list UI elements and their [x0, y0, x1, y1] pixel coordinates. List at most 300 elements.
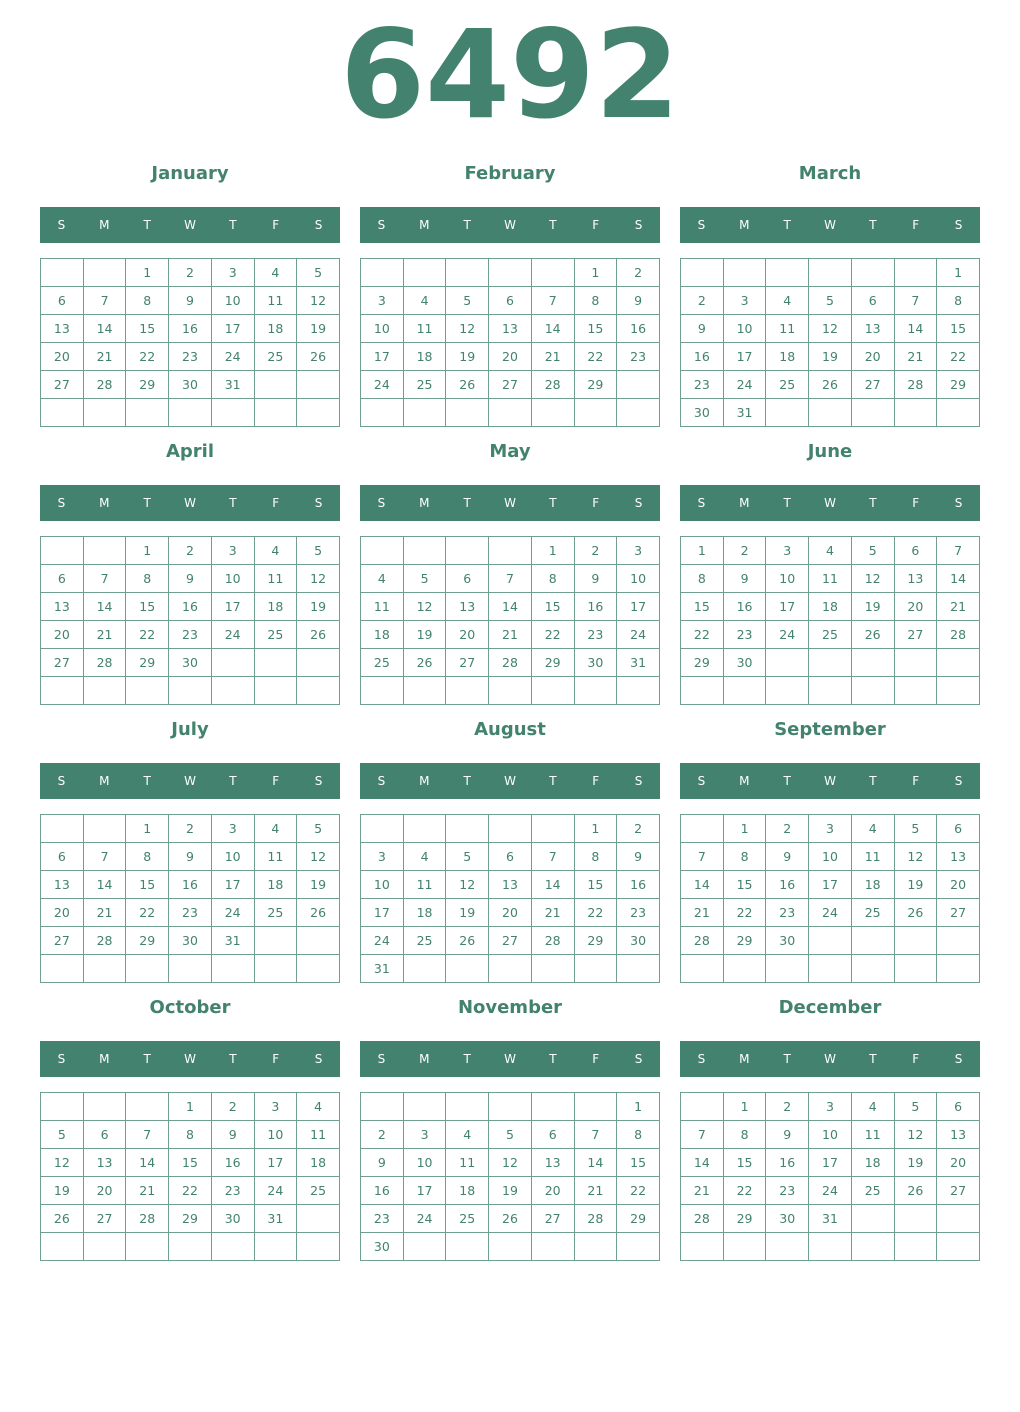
day-cell: 29 [126, 649, 169, 677]
day-grid [360, 814, 660, 983]
day-cell: 18 [403, 343, 446, 371]
week-row [41, 843, 340, 871]
week-row [361, 955, 660, 983]
day-cell: 5 [851, 537, 894, 565]
day-cell: 30 [766, 1205, 809, 1233]
weekday-label: S [954, 496, 963, 510]
empty-day-cell [937, 677, 980, 705]
day-cell: 16 [574, 593, 617, 621]
day-cell: 15 [723, 871, 766, 899]
weekday-label: W [824, 774, 836, 788]
empty-day-cell [446, 537, 489, 565]
day-cell: 7 [531, 287, 574, 315]
weekday-label: M [739, 218, 750, 232]
day-cell: 29 [531, 649, 574, 677]
week-row [361, 1093, 660, 1121]
empty-day-cell [446, 399, 489, 427]
empty-day-cell [83, 677, 126, 705]
day-cell: 12 [489, 1149, 532, 1177]
empty-day-cell [361, 677, 404, 705]
week-row [681, 815, 980, 843]
day-cell: 24 [809, 1177, 852, 1205]
empty-day-cell [126, 1093, 169, 1121]
week-row [681, 593, 980, 621]
weekday-label: F [592, 496, 600, 510]
day-cell: 22 [169, 1177, 212, 1205]
day-cell: 30 [766, 927, 809, 955]
year-title: 6492 [340, 4, 680, 146]
week-row [361, 565, 660, 593]
day-cell: 12 [297, 565, 340, 593]
week-row [681, 1205, 980, 1233]
day-cell: 11 [254, 565, 297, 593]
weekday-label: F [912, 218, 920, 232]
empty-day-cell [937, 399, 980, 427]
day-cell: 8 [126, 843, 169, 871]
weekday-header [680, 763, 980, 799]
day-cell: 5 [809, 287, 852, 315]
week-row [41, 871, 340, 899]
day-cell: 21 [681, 1177, 724, 1205]
day-cell: 25 [254, 899, 297, 927]
day-cell: 17 [211, 593, 254, 621]
day-grid [680, 536, 980, 705]
day-cell: 10 [361, 315, 404, 343]
weekday-label: T [143, 774, 151, 788]
day-cell: 4 [254, 259, 297, 287]
day-cell: 1 [126, 815, 169, 843]
week-row [361, 259, 660, 287]
day-cell: 27 [83, 1205, 126, 1233]
empty-day-cell [937, 649, 980, 677]
day-cell: 25 [361, 649, 404, 677]
empty-day-cell [851, 927, 894, 955]
day-cell: 11 [254, 843, 297, 871]
weekday-header [680, 485, 980, 521]
day-cell: 29 [723, 1205, 766, 1233]
day-cell: 3 [361, 287, 404, 315]
weekday-label: S [634, 774, 643, 788]
empty-day-cell [809, 259, 852, 287]
day-cell: 27 [937, 899, 980, 927]
day-cell: 16 [211, 1149, 254, 1177]
day-cell: 4 [297, 1093, 340, 1121]
weekday-label: M [739, 496, 750, 510]
day-cell: 21 [574, 1177, 617, 1205]
day-cell: 6 [489, 843, 532, 871]
day-cell: 15 [126, 315, 169, 343]
day-cell: 25 [403, 371, 446, 399]
day-cell: 13 [937, 843, 980, 871]
day-cell: 24 [211, 899, 254, 927]
month-name: May [489, 441, 531, 462]
day-cell: 30 [617, 927, 660, 955]
day-cell: 12 [446, 871, 489, 899]
empty-day-cell [681, 677, 724, 705]
day-cell: 26 [297, 343, 340, 371]
day-cell: 6 [83, 1121, 126, 1149]
day-cell: 9 [766, 1121, 809, 1149]
day-cell: 28 [83, 371, 126, 399]
day-cell: 16 [361, 1177, 404, 1205]
day-cell: 23 [169, 621, 212, 649]
day-cell: 13 [894, 565, 937, 593]
day-cell: 11 [766, 315, 809, 343]
empty-day-cell [83, 1233, 126, 1261]
day-cell: 20 [937, 871, 980, 899]
week-row [681, 649, 980, 677]
weekday-label: T [549, 1052, 557, 1066]
week-row [361, 371, 660, 399]
empty-day-cell [851, 649, 894, 677]
day-cell: 11 [254, 287, 297, 315]
weekday-label: T [229, 774, 237, 788]
day-cell: 6 [937, 815, 980, 843]
empty-day-cell [723, 955, 766, 983]
empty-day-cell [766, 955, 809, 983]
month-name: June [807, 441, 853, 462]
day-cell: 12 [894, 1121, 937, 1149]
day-cell: 23 [766, 899, 809, 927]
day-cell: 24 [809, 899, 852, 927]
day-cell: 6 [851, 287, 894, 315]
day-cell: 14 [894, 315, 937, 343]
day-cell: 11 [297, 1121, 340, 1149]
day-cell: 9 [169, 565, 212, 593]
day-cell: 2 [169, 259, 212, 287]
weekday-label: W [824, 218, 836, 232]
week-row [681, 537, 980, 565]
weekday-header [360, 763, 660, 799]
day-cell: 14 [83, 871, 126, 899]
weekday-label: F [272, 496, 280, 510]
day-cell: 9 [169, 843, 212, 871]
empty-day-cell [851, 1205, 894, 1233]
day-cell: 21 [126, 1177, 169, 1205]
day-cell: 1 [723, 1093, 766, 1121]
empty-day-cell [766, 649, 809, 677]
day-cell: 30 [211, 1205, 254, 1233]
day-cell: 17 [403, 1177, 446, 1205]
weekday-label: S [314, 774, 323, 788]
empty-day-cell [41, 1233, 84, 1261]
week-row [361, 1177, 660, 1205]
empty-day-cell [489, 537, 532, 565]
day-cell: 21 [83, 899, 126, 927]
day-grid [680, 814, 980, 983]
day-cell: 23 [211, 1177, 254, 1205]
week-row [41, 343, 340, 371]
day-cell: 11 [809, 565, 852, 593]
day-cell: 10 [723, 315, 766, 343]
day-cell: 3 [809, 1093, 852, 1121]
weekday-label: T [229, 218, 237, 232]
day-cell: 25 [809, 621, 852, 649]
day-cell: 19 [894, 871, 937, 899]
day-cell: 31 [723, 399, 766, 427]
day-cell: 4 [851, 815, 894, 843]
day-cell: 2 [617, 815, 660, 843]
day-cell: 19 [297, 593, 340, 621]
weekday-label: S [57, 496, 66, 510]
weekday-label: M [419, 496, 430, 510]
day-cell: 31 [211, 371, 254, 399]
day-cell: 25 [254, 343, 297, 371]
day-cell: 27 [937, 1177, 980, 1205]
day-cell: 8 [169, 1121, 212, 1149]
empty-day-cell [254, 399, 297, 427]
week-row [361, 343, 660, 371]
week-row [681, 843, 980, 871]
empty-day-cell [254, 371, 297, 399]
empty-day-cell [297, 927, 340, 955]
day-cell: 11 [403, 871, 446, 899]
day-cell: 4 [403, 287, 446, 315]
day-cell: 28 [83, 649, 126, 677]
day-cell: 23 [681, 371, 724, 399]
day-cell: 30 [681, 399, 724, 427]
weekday-label: W [504, 496, 516, 510]
empty-day-cell [723, 1233, 766, 1261]
day-cell: 10 [766, 565, 809, 593]
empty-day-cell [937, 1205, 980, 1233]
day-cell: 31 [361, 955, 404, 983]
day-cell: 29 [937, 371, 980, 399]
day-cell: 4 [809, 537, 852, 565]
day-cell: 20 [446, 621, 489, 649]
day-cell: 10 [254, 1121, 297, 1149]
day-cell: 28 [531, 371, 574, 399]
day-cell: 10 [361, 871, 404, 899]
day-cell: 18 [403, 899, 446, 927]
day-cell: 4 [446, 1121, 489, 1149]
day-cell: 11 [361, 593, 404, 621]
day-cell: 17 [617, 593, 660, 621]
week-row [361, 287, 660, 315]
weekday-label: S [57, 774, 66, 788]
empty-day-cell [83, 955, 126, 983]
day-cell: 17 [211, 315, 254, 343]
empty-day-cell [403, 955, 446, 983]
day-cell: 5 [297, 537, 340, 565]
empty-day-cell [169, 955, 212, 983]
day-cell: 10 [809, 1121, 852, 1149]
day-cell: 26 [894, 1177, 937, 1205]
empty-day-cell [41, 1093, 84, 1121]
weekday-label: W [504, 1052, 516, 1066]
weekday-label: T [549, 496, 557, 510]
week-row [361, 899, 660, 927]
empty-day-cell [851, 259, 894, 287]
empty-day-cell [169, 1233, 212, 1261]
day-cell: 1 [574, 815, 617, 843]
day-grid [680, 1092, 980, 1261]
day-cell: 17 [809, 1149, 852, 1177]
day-cell: 29 [723, 927, 766, 955]
empty-day-cell [531, 815, 574, 843]
weekday-label: M [419, 218, 430, 232]
empty-day-cell [617, 1233, 660, 1261]
day-cell: 2 [169, 537, 212, 565]
empty-day-cell [446, 955, 489, 983]
day-cell: 1 [169, 1093, 212, 1121]
empty-day-cell [211, 649, 254, 677]
day-cell: 20 [41, 621, 84, 649]
day-cell: 27 [894, 621, 937, 649]
empty-day-cell [489, 259, 532, 287]
weekday-label: T [229, 496, 237, 510]
day-cell: 12 [403, 593, 446, 621]
day-cell: 16 [723, 593, 766, 621]
day-cell: 17 [254, 1149, 297, 1177]
day-cell: 18 [446, 1177, 489, 1205]
empty-day-cell [851, 955, 894, 983]
day-cell: 13 [531, 1149, 574, 1177]
day-cell: 26 [894, 899, 937, 927]
weekday-label: S [57, 1052, 66, 1066]
day-cell: 13 [41, 315, 84, 343]
day-cell: 16 [169, 871, 212, 899]
empty-day-cell [297, 399, 340, 427]
day-cell: 25 [851, 1177, 894, 1205]
empty-day-cell [617, 677, 660, 705]
weekday-label: T [463, 496, 471, 510]
empty-day-cell [297, 677, 340, 705]
empty-day-cell [766, 677, 809, 705]
day-cell: 17 [766, 593, 809, 621]
day-cell: 12 [297, 843, 340, 871]
empty-day-cell [403, 1233, 446, 1261]
day-cell: 5 [894, 815, 937, 843]
empty-day-cell [681, 1233, 724, 1261]
day-cell: 7 [894, 287, 937, 315]
day-cell: 5 [489, 1121, 532, 1149]
empty-day-cell [809, 927, 852, 955]
day-cell: 28 [574, 1205, 617, 1233]
day-cell: 16 [766, 871, 809, 899]
week-row [361, 649, 660, 677]
empty-day-cell [297, 1233, 340, 1261]
weekday-label: S [954, 218, 963, 232]
day-cell: 27 [851, 371, 894, 399]
empty-day-cell [937, 955, 980, 983]
empty-day-cell [894, 1233, 937, 1261]
day-cell: 20 [41, 899, 84, 927]
weekday-label: S [697, 218, 706, 232]
day-cell: 10 [403, 1149, 446, 1177]
day-cell: 8 [126, 287, 169, 315]
weekday-label: S [314, 496, 323, 510]
empty-day-cell [211, 399, 254, 427]
empty-day-cell [126, 1233, 169, 1261]
day-cell: 28 [894, 371, 937, 399]
weekday-label: W [184, 496, 196, 510]
empty-day-cell [361, 537, 404, 565]
empty-day-cell [894, 399, 937, 427]
week-row [361, 593, 660, 621]
day-cell: 15 [169, 1149, 212, 1177]
week-row [681, 1093, 980, 1121]
day-cell: 28 [126, 1205, 169, 1233]
week-row [41, 1233, 340, 1261]
weekday-label: T [869, 218, 877, 232]
day-cell: 7 [83, 287, 126, 315]
day-cell: 8 [681, 565, 724, 593]
weekday-label: T [783, 496, 791, 510]
day-cell: 26 [489, 1205, 532, 1233]
month-name: February [464, 163, 556, 184]
empty-day-cell [851, 677, 894, 705]
day-cell: 13 [489, 871, 532, 899]
empty-day-cell [809, 1233, 852, 1261]
day-cell: 14 [531, 315, 574, 343]
day-cell: 15 [937, 315, 980, 343]
weekday-header [360, 1041, 660, 1077]
weekday-label: F [912, 496, 920, 510]
week-row [41, 1177, 340, 1205]
day-cell: 23 [766, 1177, 809, 1205]
day-cell: 19 [851, 593, 894, 621]
day-cell: 23 [574, 621, 617, 649]
day-cell: 5 [403, 565, 446, 593]
empty-day-cell [41, 259, 84, 287]
empty-day-cell [617, 955, 660, 983]
day-cell: 18 [851, 1149, 894, 1177]
day-cell: 1 [574, 259, 617, 287]
day-cell: 12 [851, 565, 894, 593]
day-cell: 10 [617, 565, 660, 593]
empty-day-cell [169, 399, 212, 427]
month-name: October [149, 997, 231, 1018]
weekday-label: W [504, 774, 516, 788]
day-cell: 31 [254, 1205, 297, 1233]
day-cell: 5 [297, 815, 340, 843]
day-cell: 14 [574, 1149, 617, 1177]
day-cell: 7 [574, 1121, 617, 1149]
day-grid [40, 536, 340, 705]
empty-day-cell [894, 259, 937, 287]
day-cell: 30 [574, 649, 617, 677]
day-cell: 12 [446, 315, 489, 343]
empty-day-cell [489, 399, 532, 427]
weekday-label: W [184, 218, 196, 232]
day-cell: 19 [446, 899, 489, 927]
week-row [361, 621, 660, 649]
week-row [681, 1149, 980, 1177]
week-row [681, 927, 980, 955]
day-cell: 9 [617, 843, 660, 871]
empty-day-cell [211, 955, 254, 983]
weekday-label: M [419, 1052, 430, 1066]
empty-day-cell [531, 677, 574, 705]
day-cell: 29 [681, 649, 724, 677]
week-row [41, 649, 340, 677]
day-cell: 7 [681, 1121, 724, 1149]
day-cell: 6 [41, 565, 84, 593]
week-row [41, 371, 340, 399]
empty-day-cell [211, 1233, 254, 1261]
day-cell: 19 [41, 1177, 84, 1205]
day-cell: 3 [766, 537, 809, 565]
day-cell: 19 [809, 343, 852, 371]
day-cell: 5 [297, 259, 340, 287]
day-cell: 3 [403, 1121, 446, 1149]
weekday-label: S [634, 218, 643, 232]
weekday-label: M [99, 1052, 110, 1066]
day-cell: 20 [894, 593, 937, 621]
weekday-label: S [697, 496, 706, 510]
day-cell: 12 [41, 1149, 84, 1177]
